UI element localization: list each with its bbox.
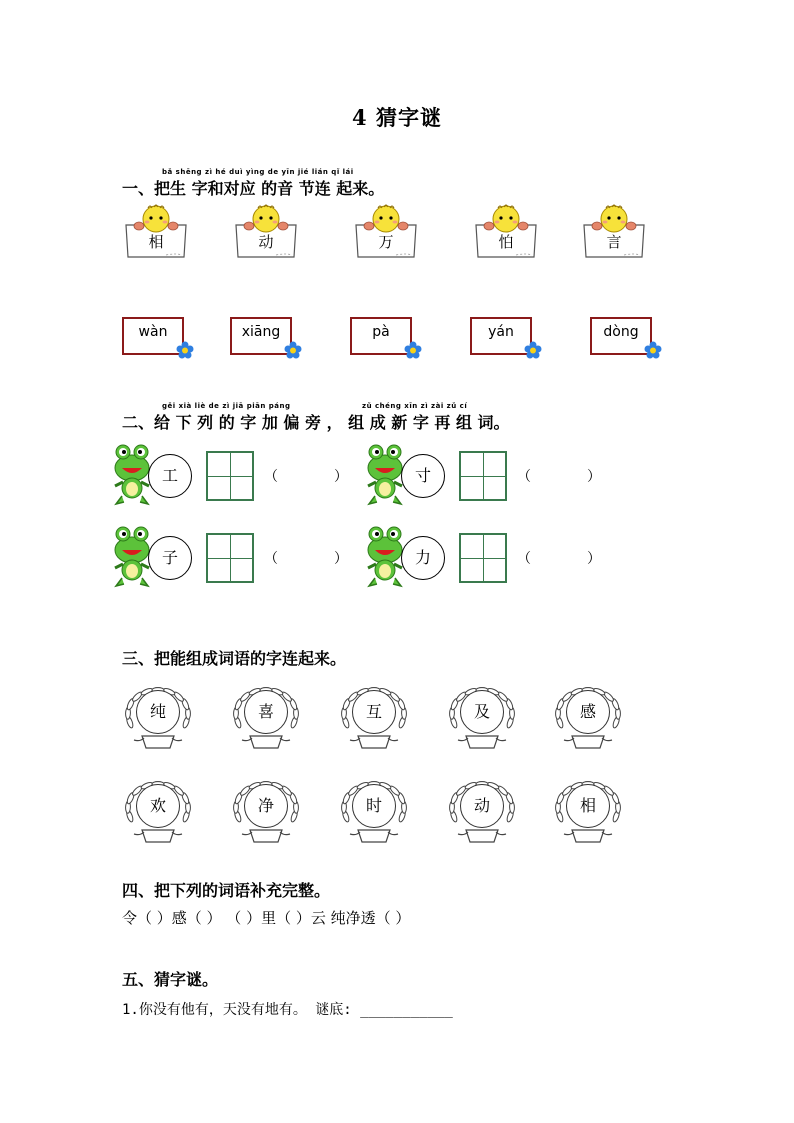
section-heading-1: 一、把生 字和对应 的音 节连 起来。	[122, 179, 385, 198]
character-label: 万	[378, 233, 394, 251]
wreath-label: 互	[352, 690, 396, 734]
character-card[interactable]	[580, 203, 648, 259]
pinyin-card[interactable]	[590, 317, 652, 355]
answer-close-paren: ）	[334, 551, 348, 567]
character-label: 动	[258, 233, 274, 251]
character-label: 相	[148, 233, 164, 251]
answer-close-paren: ）	[587, 469, 601, 485]
pinyin-annotation-2a: gěi xià liè de zì jiā piān páng	[162, 402, 291, 410]
frog-icon	[112, 442, 152, 508]
flower-icon	[284, 341, 302, 363]
answer-open-paren: （	[264, 551, 278, 567]
section-heading-3: 三、把能组成词语的字连起来。	[122, 649, 347, 668]
answer-open-paren: （	[517, 551, 531, 567]
pinyin-annotation-2b: zǔ chéng xīn zì zài zǔ cí	[362, 402, 468, 410]
frog-icon	[365, 442, 405, 508]
riddle-question-1: 1.你没有他有，天没有地有。 谜底: ___________	[122, 1002, 453, 1018]
answer-close-paren: ）	[334, 469, 348, 485]
pinyin-card[interactable]	[350, 317, 412, 355]
pinyin-label: pà	[372, 324, 390, 340]
wreath-character[interactable]	[336, 684, 412, 754]
frog-icon	[112, 524, 152, 590]
frog-icon	[365, 524, 405, 590]
fill-in-line: 令（ ）感（ ） （ ）里（ ）云 纯净透（ ）	[122, 909, 411, 927]
wreath-label: 相	[566, 784, 610, 828]
wreath-character[interactable]	[120, 684, 196, 754]
pinyin-label: wàn	[138, 324, 168, 340]
character-label: 怕	[498, 233, 514, 251]
flower-icon	[524, 341, 542, 363]
character-card[interactable]	[122, 203, 190, 259]
writing-grid[interactable]	[206, 451, 254, 501]
wreath-label: 动	[460, 784, 504, 828]
flower-icon	[644, 341, 662, 363]
pinyin-label: yán	[488, 324, 514, 340]
wreath-label: 净	[244, 784, 288, 828]
base-character: 子	[148, 536, 192, 580]
pinyin-label: dòng	[603, 324, 639, 340]
wreath-character[interactable]	[120, 778, 196, 848]
wreath-label: 时	[352, 784, 396, 828]
writing-grid[interactable]	[459, 533, 507, 583]
base-character: 工	[148, 454, 192, 498]
wreath-label: 欢	[136, 784, 180, 828]
section-heading-2: 二、给 下 列 的 字 加 偏 旁 ， 组 成 新 字 再 组 词。	[122, 413, 510, 432]
wreath-label: 感	[566, 690, 610, 734]
wreath-label: 及	[460, 690, 504, 734]
character-card[interactable]	[472, 203, 540, 259]
answer-open-paren: （	[517, 469, 531, 485]
wreath-character[interactable]	[550, 778, 626, 848]
base-character: 寸	[401, 454, 445, 498]
section-heading-4: 四、把下列的词语补充完整。	[122, 881, 331, 900]
wreath-label: 喜	[244, 690, 288, 734]
writing-grid[interactable]	[459, 451, 507, 501]
wreath-character[interactable]	[228, 778, 304, 848]
section-heading-5: 五、猜字谜。	[122, 970, 219, 989]
flower-icon	[176, 341, 194, 363]
wreath-character[interactable]	[336, 778, 412, 848]
character-label: 言	[606, 233, 622, 251]
wreath-character[interactable]	[228, 684, 304, 754]
wreath-character[interactable]	[444, 778, 520, 848]
character-card[interactable]	[352, 203, 420, 259]
pinyin-card[interactable]	[470, 317, 532, 355]
answer-open-paren: （	[264, 469, 278, 485]
wreath-label: 纯	[136, 690, 180, 734]
flower-icon	[404, 341, 422, 363]
answer-close-paren: ）	[587, 551, 601, 567]
pinyin-label: xiāng	[241, 324, 281, 340]
writing-grid[interactable]	[206, 533, 254, 583]
pinyin-annotation: bǎ shēng zì hé duì yìng de yīn jié lián qǐ lái	[162, 168, 354, 176]
character-card[interactable]	[232, 203, 300, 259]
pinyin-card[interactable]	[230, 317, 292, 355]
wreath-character[interactable]	[550, 684, 626, 754]
wreath-character[interactable]	[444, 684, 520, 754]
page-title: 4 猜字谜	[352, 105, 442, 130]
base-character: 力	[401, 536, 445, 580]
pinyin-card[interactable]	[122, 317, 184, 355]
